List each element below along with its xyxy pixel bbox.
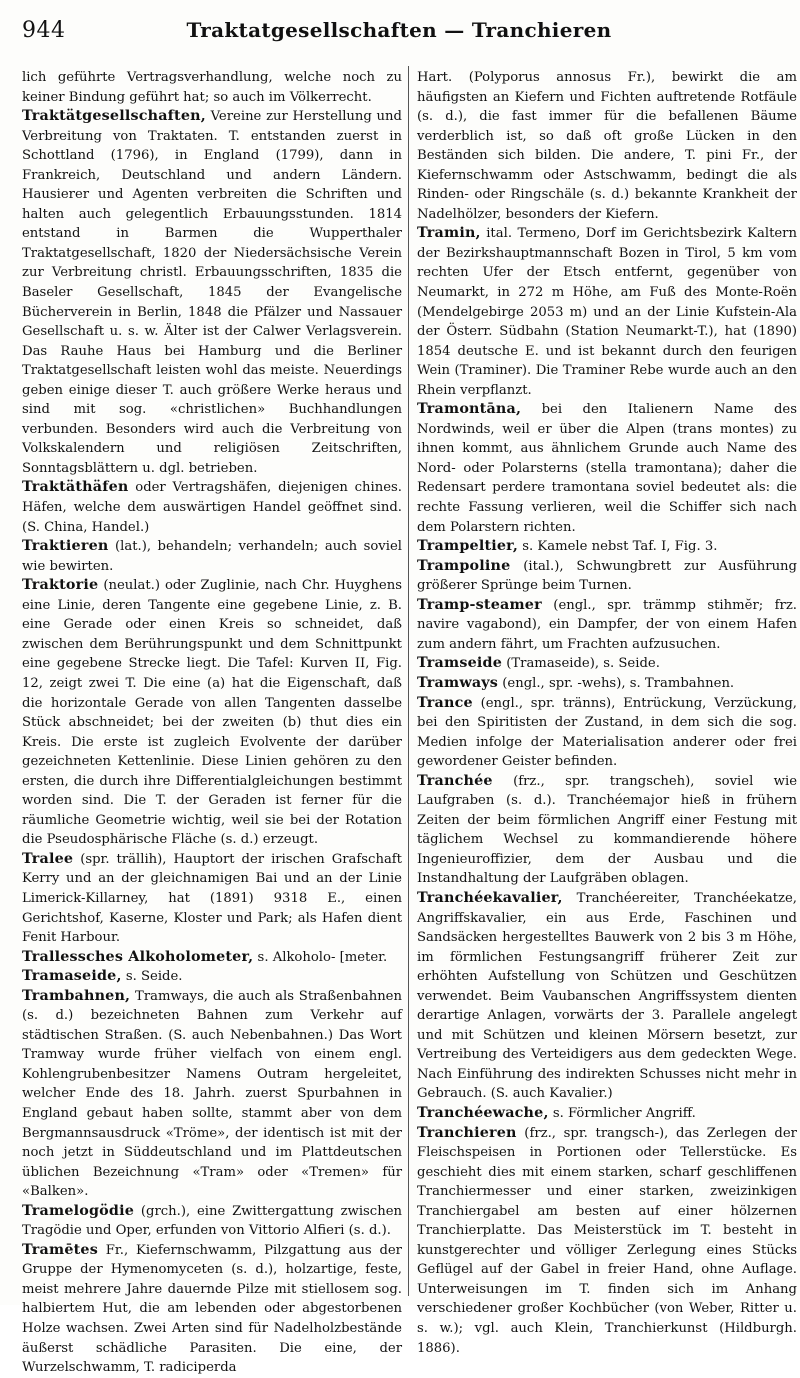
dictionary-entry: [417, 400, 797, 537]
page-number: 944: [22, 18, 66, 43]
entry-text: (neulat.) oder Zuglinie, nach Chr. Huyghens eine Linie, deren Tangente eine gegebene Linie, z. B. eine Gerade oder einen Kreis so schneidet, daß zwischen dem Berührungspunkt und dem Schnittpunkt eine gegebene Strecke liegt. Die Tafel: Kurven II, Fig. 12, zeigt zwei T. Die eine (a) hat die Eigenschaft, daß die horizontale Gerade von allen Tangenten dasselbe Stück abschneidet; bei der zweiten (b) thut dies ein Kreis. Die erste ist zugleich Evolvente der darüber gezeichneten Kettenlinie. Diese Linien gehören zu den ersten, die durch ihre Differentialgleichungen bestimmt worden sind. Die T. der Geraden ist ferner für die räumliche Geometrie wichtig, weil sie bei der Rotation die Pseudosphärische Fläche (s. d.) erzeugt.: [22, 578, 402, 848]
entry-headword: Trambahnen,: [22, 987, 131, 1004]
entry-text: (engl., spr. tränns), Entrückung, Verzückung, bei den Spiritisten der Zustand, in dem sich die sog. Medien infolge der Materialisation anderer oder frei gewordener Geister befinden.: [417, 695, 797, 770]
entry-headword: Trallessches Alkoholometer,: [22, 948, 254, 965]
dictionary-entry: [417, 654, 797, 674]
dictionary-entry: [417, 889, 797, 1104]
entry-text: s. Förmlicher Angriff.: [552, 1105, 696, 1121]
entry-headword: Tranchieren: [417, 1124, 517, 1141]
entry-text: ital. Termeno, Dorf im Gerichtsbezirk Kaltern der Bezirkshauptmannschaft Bozen in Tirol, 5 km vom rechten Ufer der Etsch entfernt, gegenüber von Neumarkt, in 272 m Höhe, am Fuß des Monte-Roën (Mendelgebirge 2053 m) und an der Linie Kufstein-Ala der Österr. Südbahn (Station Neumarkt-T.), hat (1890) 1854 deutsche E. und ist bekannt durch den feurigen Wein (Traminer). Die Traminer Rebe wurde auch an den Rhein verpflanzt.: [417, 226, 797, 398]
entry-text: (spr. trällih), Hauptort der irischen Grafschaft Kerry und an der gleichnamigen Bai und an der Linie Limerick-Killarney, hat (1891) 9318 E., einen Gerichtshof, Kaserne, Kloster und Park; als Hafen dient Fenit Harbour.: [22, 851, 402, 946]
dictionary-entry: [417, 772, 797, 889]
entry-text: s. Alkoholo- [meter.: [257, 949, 388, 965]
dictionary-entry: [22, 967, 402, 987]
entry-continuation: [22, 68, 402, 107]
entry-headword: Tramontāna,: [417, 401, 522, 418]
entry-headword: Tranchéekavalier,: [417, 889, 563, 906]
entry-headword: Trampeltier,: [417, 538, 519, 555]
dictionary-entry: [22, 107, 402, 478]
entry-text: s. Seide.: [125, 969, 183, 985]
dictionary-entry: [417, 1124, 797, 1359]
entry-text: Tranchéereiter, Tranchéekatze, Angriffskavalier, ein aus Erde, Faschinen und Sandsäcken hergestelltes Bauwerk von 2 bis 3 m Höhe, im förmlichen Festungsangriff früherer Zeit zur erhöhten Aufstellung von Schützen und Geschützen verwendet. Beim Vaubanschen Angriffssystem dienten derartige Anlagen, vorwärts der 3. Parallele angelegt und mit Schützen und kleinen Mörsern besetzt, zur Vertreibung des Verteidigers aus dem gedeckten Wege. Nach Einführung des indirekten Schusses nicht mehr in Gebrauch. (S. auch Kavalier.): [417, 890, 797, 1102]
entry-headword: Traktieren: [22, 538, 109, 555]
entry-headword: Tramaseide,: [22, 968, 122, 985]
dictionary-entry: [417, 557, 797, 596]
entry-headword: Tramp-steamer: [417, 596, 542, 613]
entry-text: (lat.), behandeln; verhandeln; auch soviel wie bewirten.: [22, 539, 402, 574]
dictionary-entry: [22, 537, 402, 576]
page-header: [22, 16, 776, 52]
dictionary-entry: [22, 576, 402, 850]
entry-headword: Tramseide: [417, 655, 502, 672]
dictionary-entry: [417, 596, 797, 655]
entry-headword: Tramin,: [417, 225, 481, 242]
entry-text: (Tramaseide), s. Seide.: [506, 656, 660, 672]
entry-headword: Trampoline: [417, 557, 511, 574]
dictionary-entry: [417, 537, 797, 557]
dictionary-entry: [417, 674, 797, 694]
entry-headword: Tramways: [417, 674, 499, 691]
entry-headword: Traktäthäfen: [22, 479, 129, 496]
entry-text: (grch.), eine Zwittergattung zwischen Tragödie und Oper, erfunden von Vittorio Alfieri (s. d.).: [22, 1203, 402, 1239]
entry-text: oder Vertragshäfen, diejenigen chines. Häfen, welche dem auswärtigen Handel geöffnet sind. (S. China, Handel.): [22, 480, 402, 535]
entry-text: (engl., spr. -wehs), s. Trambahnen.: [502, 675, 735, 691]
entry-headword: Tranchée: [417, 772, 493, 789]
entry-text: s. Kamele nebst Taf. I, Fig. 3.: [522, 539, 718, 555]
entry-headword: Traktätgesellschaften,: [22, 108, 206, 125]
entry-headword: Traktorie: [22, 577, 99, 594]
dictionary-entry: [417, 224, 797, 400]
running-title: Traktatgesellschaften — Tranchieren: [186, 18, 612, 42]
dictionary-entry: [22, 478, 402, 537]
column-divider: [408, 66, 409, 1296]
dictionary-entry: [22, 1202, 402, 1241]
entry-headword: Tranchéewache,: [417, 1104, 549, 1121]
entry-text: Hart. (Polyporus annosus Fr.), bewirkt die am häufigsten an Kiefern und Fichten auftretende Rotfäule (s. d.), die fast immer für die befallenen Bäume verderblich ist, so daß oft große Lücken in den Beständen sich bilden. Die andere, T. pini Fr., der Kiefernschwamm oder Astschwamm, bedingt die als Rinden- oder Ringschäle (s. d.) bekannte Krankheit der Nadelhölzer, besonders der Kiefern.: [417, 70, 797, 222]
entry-text: Vereine zur Herstellung und Verbreitung von Traktaten. T. entstanden zuerst in Schottland (1796), in England (1799), dann in Frankreich, Deutschland und andern Ländern. Hausierer und Agenten verbreiten die Schriften und halten auch gelegentlich Erbauungsstunden. 1814 entstand in Barmen die Wupperthaler Traktatgesellschaft, 1820 der Niedersächsische Verein zur Verbreitung christl. Erbauungsschriften, 1835 die Baseler Gesellschaft, 1845 der Evangelische Bücherverein in Berlin, 1848 die Pfälzer und Nassauer Gesellschaft u. s. w. Älter ist der Calwer Verlagsverein. Das Rauhe Haus bei Hamburg und die Berliner Traktatgesellschaft leisten wohl das meiste. Neuerdings geben einige dieser T. auch größere Werke heraus und sind mit sog. «christlichen» Buchhandlungen verbunden. Besonders wird auch die Verbreitung von Volkskalendern und religiösen Zeitschriften, Sonntagsblättern u. dgl. betrieben.: [22, 109, 402, 476]
entry-text: (frz., spr. trangsch-), das Zerlegen der Fleischspeisen in Portionen oder Tellerstücke. Es geschieht dies mit einem starken, scharf geschliffenen Tranchiermesser und einer starken, zweizinkigen Tranchiergabel am besten auf einer hölzernen Tranchierplatte. Das Meisterstück im T. besteht in kunstgerechter und völliger Zerlegung eines Stücks Geflügel auf der Gabel in freier Hand, ohne Auflage. Unterweisungen im T. finden sich im Anhang verschiedener großer Kochbücher (von Weber, Ritter u. s. w.); vgl. auch Klein, Tranchierkunst (Hildburgh. 1886).: [417, 1125, 797, 1356]
dictionary-entry: [22, 1241, 402, 1378]
entry-headword: Tralee: [22, 850, 74, 867]
entry-text: bei den Italienern Name des Nordwinds, weil er über die Alpen (trans montes) zu ihnen kommt, aus ähnlichem Grunde auch Name des Nord- oder Polarsterns (stella tramontana); daher die Redensart perdere tramontana soviel bedeutet als: die rechte Fassung verlieren, weil die Schiffer sich nach dem Polarstern richten.: [417, 402, 797, 535]
entry-headword: Tramētes: [22, 1241, 98, 1258]
entry-text: (ital.), Schwungbrett zur Ausführung größerer Sprünge beim Turnen.: [417, 558, 797, 594]
right-column: [417, 68, 797, 1356]
entry-continuation: [417, 68, 797, 224]
entry-text: Tramways, die auch als Straßenbahnen (s. d.) bezeichneten Bahnen zum Verkehr auf städtischen Straßen. (S. auch Nebenbahnen.) Das Wort Tramway wurde früher vielfach von einem engl. Kohlengrubenbesitzer Namens Outram hergeleitet, welcher Ende des 18. Jahrh. zuerst Spurbahnen in England gebaut haben sollte, stammt aber von dem Bergmannsausdruck «Tröme», der identisch ist mit der noch jetzt in Süddeutschland und im Plattdeutschen üblichen Bezeichnung «Tram» oder «Tremen» für «Balken».: [22, 988, 402, 1200]
entry-headword: Tramelogödie: [22, 1202, 135, 1219]
entry-headword: Trance: [417, 694, 473, 711]
entry-text: (frz., spr. trangscheh), soviel wie Laufgraben (s. d.). Tranchéemajor hieß in frühern Zeiten der beim förmlichen Angriff einer Festung mit täglichem Wechsel zu kommandierende höhere Ingenieuroffizier, dem der Ausbau und die Instandhaltung der Laufgräben oblagen.: [417, 773, 797, 887]
entry-text: (engl., spr. trämmp stihmĕr; frz. navire vagabond), ein Dampfer, der von einem Hafen zum andern fährt, um Frachten aufzusuchen.: [417, 597, 797, 652]
entry-text: Fr., Kiefernschwamm, Pilzgattung aus der Gruppe der Hymenomyceten (s. d.), holzartige, feste, meist mehrere Jahre dauernde Pilze mit stiellosem sog. halbiertem Hut, die am lebenden oder abgestorbenen Holze wachsen. Zwei Arten sind für Nadelholzbestände äußerst schädliche Parasiten. Die eine, der Wurzelschwamm, T. radiciperda: [22, 1242, 402, 1376]
dictionary-entry: [417, 694, 797, 772]
left-column: [22, 68, 402, 1376]
dictionary-entry: [22, 948, 402, 968]
dictionary-entry: [22, 987, 402, 1202]
dictionary-entry: [22, 850, 402, 948]
dictionary-entry: [417, 1104, 797, 1124]
entry-text: lich geführte Vertragsverhandlung, welche noch zu keiner Bindung geführt hat; so auch im Völkerrecht.: [22, 70, 402, 105]
